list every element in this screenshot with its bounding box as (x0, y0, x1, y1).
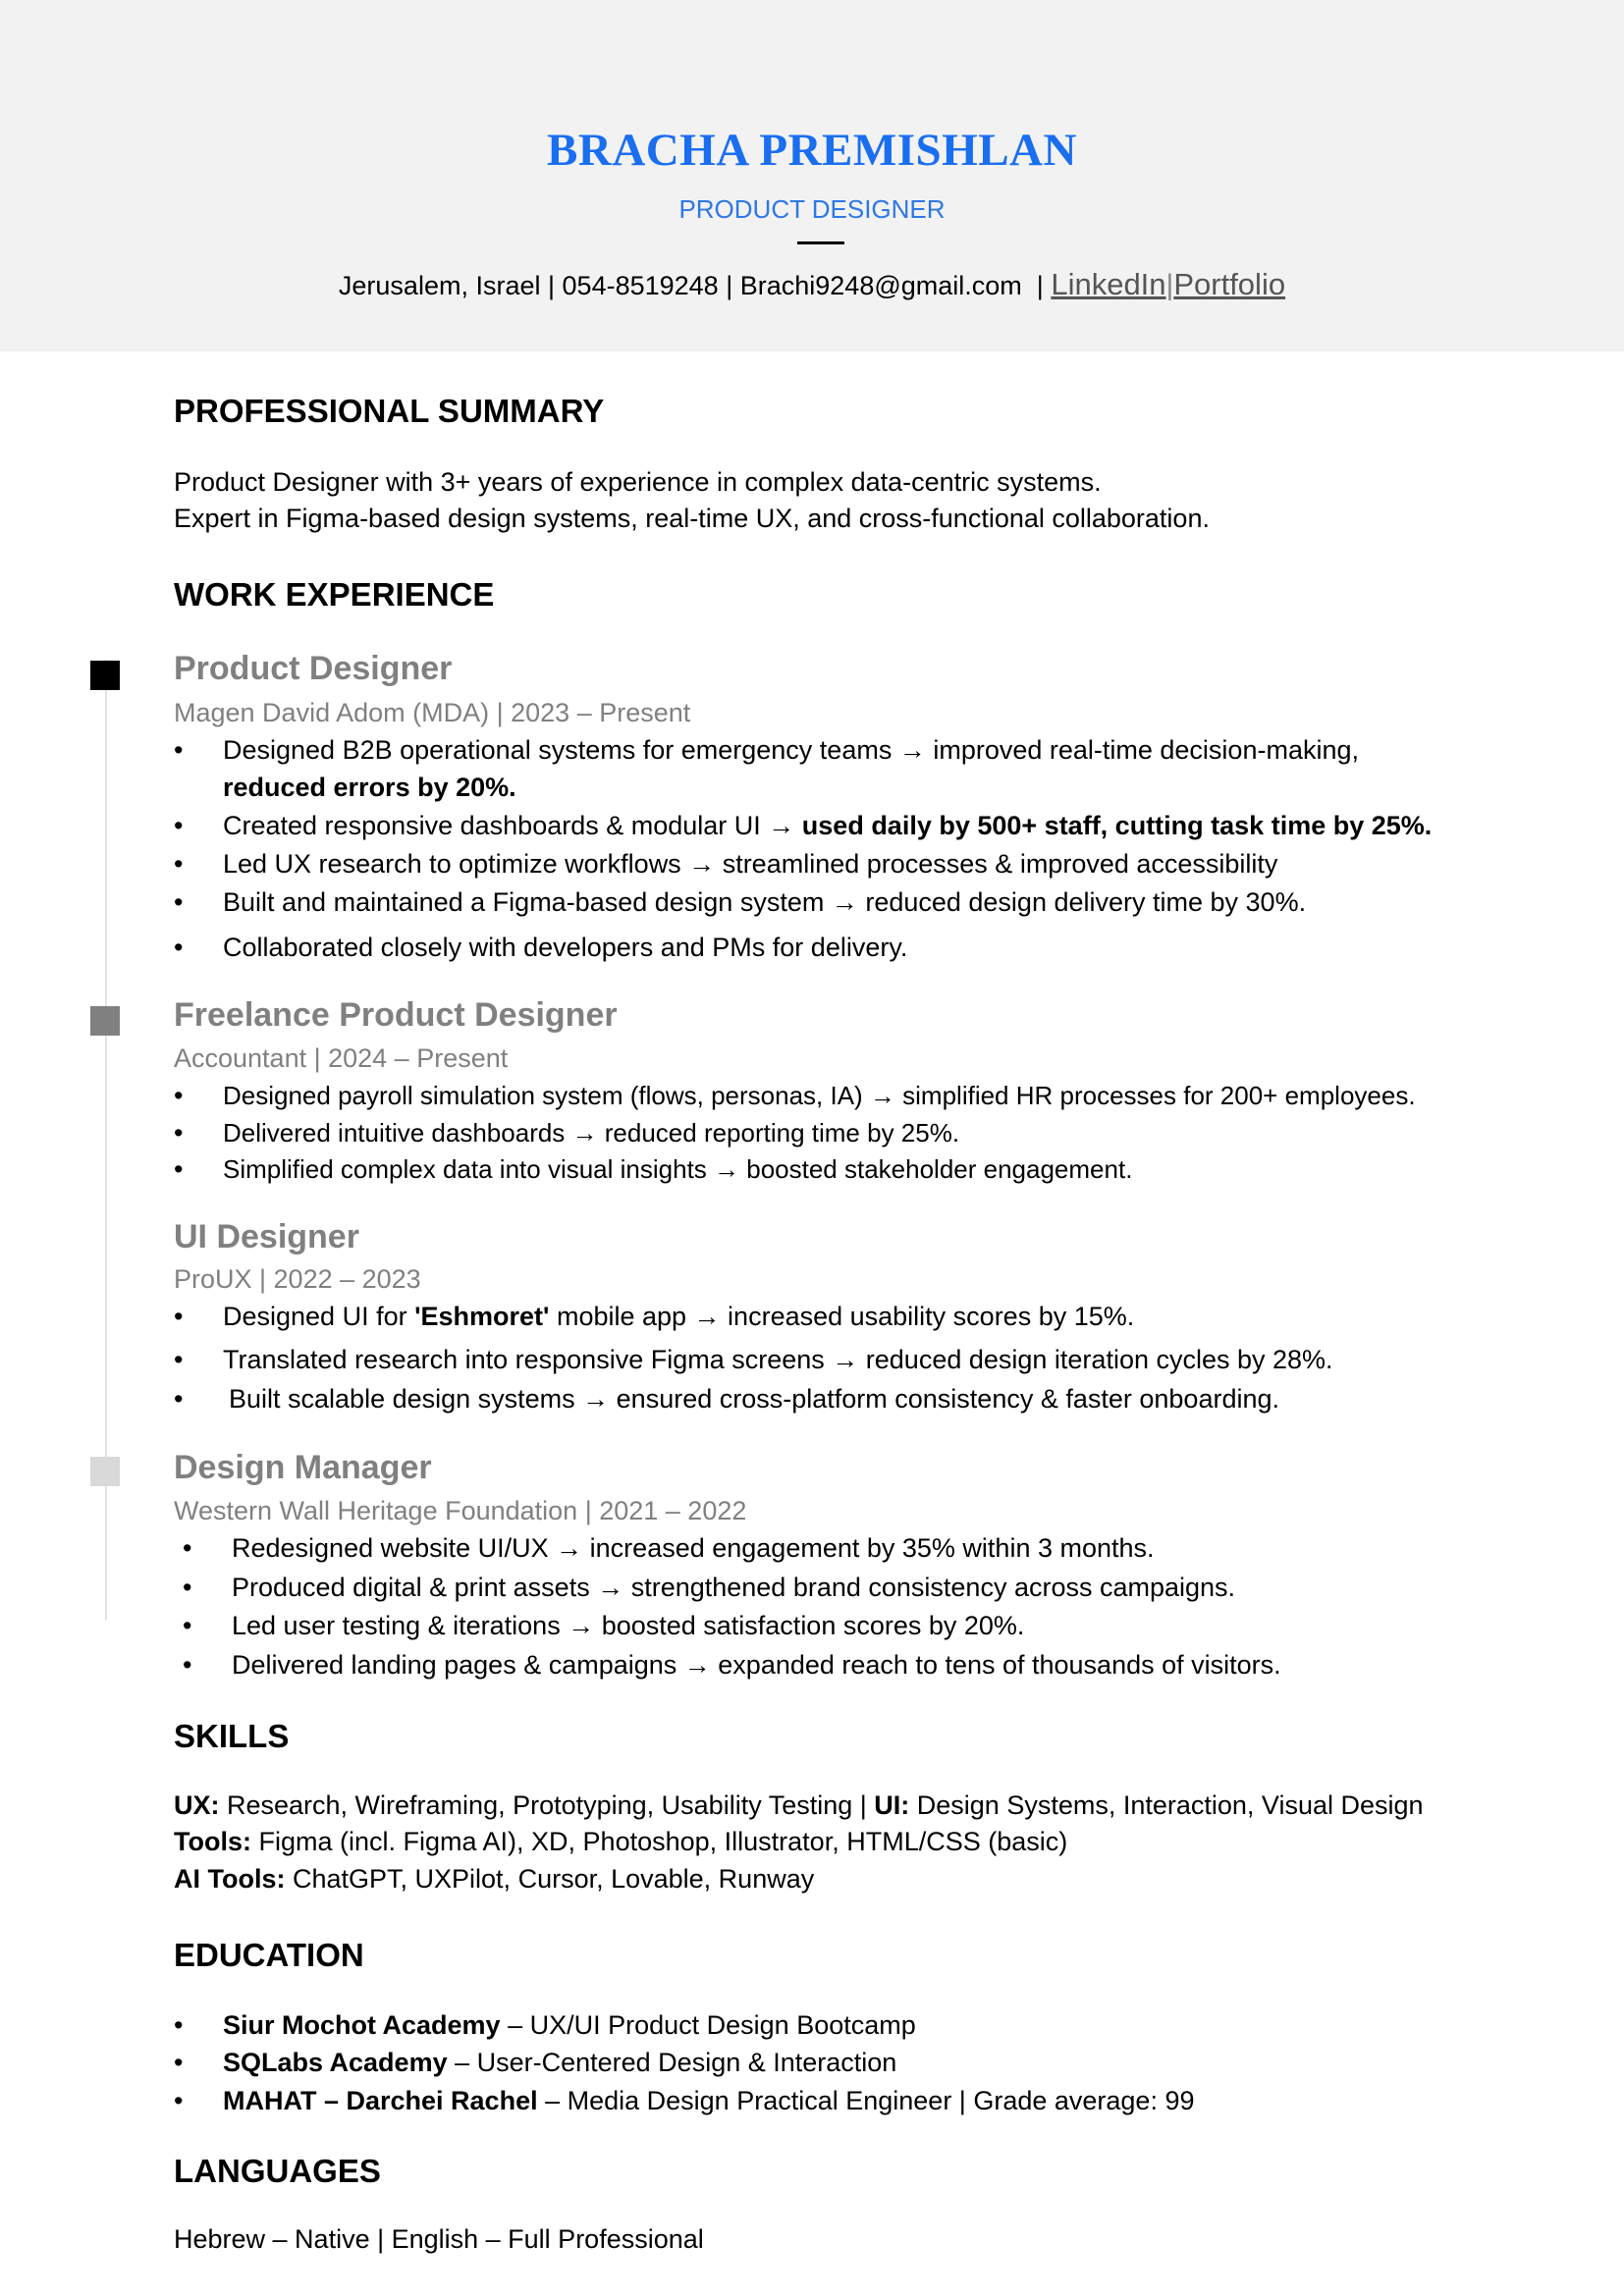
bullet-text: Collaborated closely with developers and PMs for delivery. (223, 933, 908, 962)
skills-label: UI: (874, 1790, 910, 1820)
school-detail: – UX/UI Product Design Bootcamp (500, 2010, 916, 2040)
school-name: MAHAT – Darchei Rachel (223, 2086, 538, 2115)
bullet-icon: • (174, 2048, 184, 2077)
bullet-icon: • (183, 1573, 192, 1602)
list-item (174, 2010, 916, 2041)
list-item (174, 735, 1359, 766)
list-item (174, 1345, 1333, 1375)
job-meta: Western Wall Heritage Foundation | 2021 – 2022 (174, 1496, 747, 1525)
list-item (183, 1533, 1155, 1564)
skills-value: ChatGPT, UXPilot, Cursor, Lovable, Runway (285, 1864, 815, 1894)
job-meta: ProUX | 2022 – 2023 (174, 1264, 421, 1294)
bullet-icon: • (174, 1154, 184, 1184)
job-title: UI Designer (174, 1218, 359, 1255)
list-item (174, 1081, 1416, 1111)
list-item (174, 887, 1307, 918)
skills-label: AI Tools: (174, 1864, 286, 1894)
bullet-icon: • (174, 2010, 184, 2040)
bullet-icon: • (174, 1081, 184, 1110)
bullet-text: Designed payroll simulation system (flows, personas, IA) → simplified HR processes for 200+ employees. (223, 1081, 1416, 1110)
timeline-marker (90, 1457, 120, 1486)
list-item (183, 1611, 1025, 1641)
list-item (174, 933, 908, 963)
bullet-bold: reduced errors by 20%. (223, 773, 516, 802)
skills-ux-ui (174, 1790, 1424, 1821)
bullet-icon: • (174, 1118, 184, 1148)
summary-heading: PROFESSIONAL SUMMARY (174, 393, 605, 429)
list-item (223, 773, 516, 803)
experience-heading: WORK EXPERIENCE (174, 576, 495, 613)
list-item (183, 1650, 1281, 1681)
list-item (174, 1154, 1133, 1185)
bullet-text: Built and maintained a Figma-based design system → reduced design delivery time by 30%. (223, 887, 1307, 917)
bullet-icon: • (174, 933, 184, 962)
job-title: Design Manager (174, 1449, 432, 1486)
linkedin-link[interactable]: LinkedIn (1051, 267, 1166, 301)
bullet-icon: • (183, 1650, 192, 1680)
skills-label: UX: (174, 1790, 220, 1820)
list-item (174, 1384, 1279, 1415)
education-heading: EDUCATION (174, 1937, 364, 1973)
location: Jerusalem, Israel (338, 271, 541, 300)
timeline-marker (90, 1006, 120, 1036)
resume-header (0, 0, 1624, 351)
skills-value: Research, Wireframing, Prototyping, Usability Testing | (219, 1790, 875, 1820)
bullet-text: Delivered intuitive dashboards → reduced reporting time by 25%. (223, 1118, 960, 1148)
list-item (174, 849, 1278, 880)
bullet-icon: • (174, 887, 184, 917)
separator: | (1165, 269, 1174, 301)
school-detail: – Media Design Practical Engineer | Grade average: 99 (537, 2086, 1195, 2115)
job-meta: Magen David Adom (MDA) | 2023 – Present (174, 698, 691, 727)
bullet-text: Designed UI for (223, 1302, 415, 1331)
list-item (174, 1302, 1135, 1332)
timeline-marker (90, 661, 120, 690)
separator: | (548, 271, 556, 300)
list-item (183, 1573, 1236, 1603)
bullet-text: Simplified complex data into visual insights → boosted stakeholder engagement. (223, 1154, 1133, 1184)
list-item (174, 811, 1433, 841)
bullet-icon: • (174, 1345, 184, 1374)
separator: | (726, 271, 733, 300)
skills-ai-tools (174, 1864, 814, 1895)
bullet-icon: • (183, 1611, 192, 1640)
school-name: SQLabs Academy (223, 2048, 448, 2077)
school-detail: – User-Centered Design & Interaction (447, 2048, 897, 2077)
email[interactable]: Brachi9248@gmail.com (739, 271, 1022, 300)
skills-tools (174, 1827, 1067, 1857)
bullet-icon: • (174, 811, 184, 840)
job-title: Product Designer (174, 650, 453, 687)
bullet-text: Created responsive dashboards & modular UI → (223, 811, 802, 840)
bullet-bold: used daily by 500+ staff, cutting task time by 25%. (801, 811, 1433, 840)
bullet-text: Delivered landing pages & campaigns → expanded reach to tens of thousands of visitors. (232, 1650, 1281, 1680)
skills-label: Tools: (174, 1827, 251, 1856)
phone: 054-8519248 (562, 271, 719, 300)
school-name: Siur Mochot Academy (223, 2010, 501, 2040)
list-item (174, 1118, 960, 1148)
list-item (174, 2048, 897, 2078)
header-divider (797, 241, 844, 244)
bullet-icon: • (174, 1384, 184, 1414)
bullet-icon: • (174, 735, 184, 765)
bullet-bold: 'Eshmoret' (414, 1302, 550, 1331)
portfolio-link[interactable]: Portfolio (1173, 267, 1286, 301)
bullet-icon: • (183, 1533, 192, 1563)
candidate-name: BRACHA PREMISHLAN (547, 125, 1077, 176)
bullet-text: Produced digital & print assets → strengthened brand consistency across campaigns. (232, 1573, 1236, 1602)
bullet-text: Built scalable design systems → ensured cross-platform consistency & faster onboarding. (229, 1384, 1279, 1414)
candidate-role: PRODUCT DESIGNER (678, 194, 946, 224)
job-title: Freelance Product Designer (174, 996, 618, 1034)
bullet-text: Redesigned website UI/UX → increased engagement by 35% within 3 months. (232, 1533, 1155, 1563)
bullet-text: Led UX research to optimize workflows → streamlined processes & improved accessibility (223, 849, 1278, 879)
skills-value: Figma (incl. Figma AI), XD, Photoshop, Illustrator, HTML/CSS (basic) (250, 1827, 1068, 1856)
contact-line (0, 267, 1624, 302)
skills-heading: SKILLS (174, 1718, 290, 1754)
bullet-text: Translated research into responsive Figma screens → reduced design iteration cycles by 28%. (223, 1345, 1333, 1374)
bullet-text: mobile app → increased usability scores by 15%. (549, 1302, 1135, 1331)
bullet-icon: • (174, 2086, 184, 2115)
bullet-text: Led user testing & iterations → boosted satisfaction scores by 20%. (232, 1611, 1025, 1640)
job-meta: Accountant | 2024 – Present (174, 1043, 509, 1073)
bullet-text: Designed B2B operational systems for emergency teams → improved real-time decision-making, (223, 735, 1359, 765)
summary-line-2: Expert in Figma-based design systems, real-time UX, and cross-functional collaboration. (174, 504, 1210, 533)
list-item (174, 2086, 1195, 2116)
summary-line-1: Product Designer with 3+ years of experience in complex data-centric systems. (174, 467, 1102, 497)
languages-heading: LANGUAGES (174, 2153, 381, 2189)
bullet-icon: • (174, 849, 184, 879)
languages-text: Hebrew – Native | English – Full Professional (174, 2224, 704, 2254)
separator: | (1036, 271, 1044, 300)
skills-value: Design Systems, Interaction, Visual Design (909, 1790, 1424, 1820)
bullet-icon: • (174, 1302, 184, 1331)
